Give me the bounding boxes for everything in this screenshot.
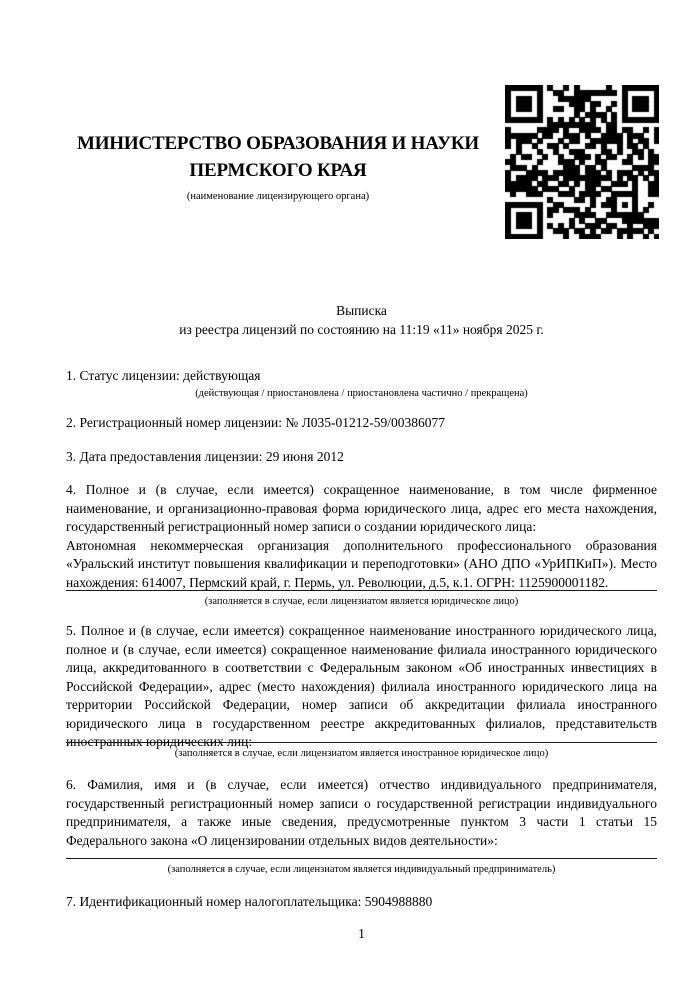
legal-entity-field-value: Автономная некоммерческая организация дополнительного профессионального образования «Уральский институт повышения квалификации и переподготовки» (АНО ДПО «УрИПКиП»). Место нахождения: 614007, Пермский край, г. Пермь, ул. Революции, д.5, к.1. ОГРН: 1125900001182. bbox=[66, 537, 657, 590]
legal-entity-field-label: 4. Полное и (в случае, если имеется) сокращенное наименование, в том числе фирменное наименование, и организационно-правовая форма юридического лица, адрес его места нахождения, государственный регистрационный номер записи о создании юридического лица: bbox=[66, 482, 657, 534]
ministry-caption: (наименование лицензирующего органа) bbox=[186, 191, 370, 202]
item-4-legal-entity bbox=[66, 481, 657, 592]
registration-number-value: 2. Регистрационный номер лицензии: № Л035-01212-59/00386077 bbox=[66, 415, 446, 430]
item-6-individual-entrepreneur bbox=[66, 776, 657, 850]
license-status-value: 1. Статус лицензии: действующая bbox=[66, 368, 261, 383]
foreign-entity-field-label: 5. Полное и (в случае, если имеется) сокращенное наименование иностранного юридического лица, полное и (в случае, если имеется) сокращенное наименование филиала иностранного юридического лица, аккредитованного в соответствии с Федеральным законом «Об иностранных инвестициях в Российской Федерации», адрес (место нахождения) филиала иностранного юридического лица на территории Российской Федерации, номер записи об аккредитации филиала иностранного юридического лица в государственном реестре аккредитованных филиалов, представительств иностранных юридических лиц: bbox=[66, 623, 657, 749]
item-7-taxpayer-number bbox=[66, 893, 657, 912]
entrepreneur-fill-caption: (заполняется в случае, если лицензиатом является индивидуальный предприниматель) bbox=[167, 863, 556, 875]
item-3-license-date bbox=[66, 448, 657, 467]
legal-entity-fill-line bbox=[66, 590, 657, 608]
legal-entity-fill-caption: (заполняется в случае, если лицензиатом является юридическое лицо) bbox=[204, 595, 519, 607]
issuing-authority-header bbox=[66, 130, 490, 203]
foreign-entity-fill-line bbox=[66, 742, 657, 760]
document-title-line1: Выписка bbox=[336, 303, 387, 318]
license-date-value: 3. Дата предоставления лицензии: 29 июня 2012 bbox=[66, 449, 344, 464]
item-5-foreign-entity bbox=[66, 622, 657, 752]
qr-code bbox=[505, 85, 659, 239]
foreign-entity-fill-caption: (заполняется в случае, если лицензиатом является иностранное юридическое лицо) bbox=[174, 747, 549, 759]
item-1-license-status bbox=[66, 367, 657, 400]
entrepreneur-field-label: 6. Фамилия, имя и (в случае, если имеется) отчество индивидуального предпринимателя, государственный регистрационный номер записи о государственной регистрации индивидуального предпринимателя, а также иные сведения, предусмотренные пунктом 3 части 1 статьи 15 Федерального закона «О лицензировании отдельных видов деятельности»: bbox=[66, 777, 657, 848]
ministry-name-line2: ПЕРМСКОГО КРАЯ bbox=[189, 160, 367, 181]
item-2-registration-number bbox=[66, 414, 657, 433]
document-title bbox=[66, 301, 657, 339]
page-number: 1 bbox=[358, 926, 365, 941]
document-title-line2: из реестра лицензий по состоянию на 11:19 «11» ноября 2025 г. bbox=[179, 322, 544, 337]
entrepreneur-fill-line bbox=[66, 858, 657, 876]
license-status-options-caption: (действующая / приостановлена / приостановлена частично / прекращена) bbox=[195, 387, 528, 399]
taxpayer-number-value: 7. Идентификационный номер налогоплательщика: 5904988880 bbox=[66, 894, 433, 909]
ministry-name-line1: МИНИСТЕРСТВО ОБРАЗОВАНИЯ И НАУКИ bbox=[76, 133, 480, 154]
